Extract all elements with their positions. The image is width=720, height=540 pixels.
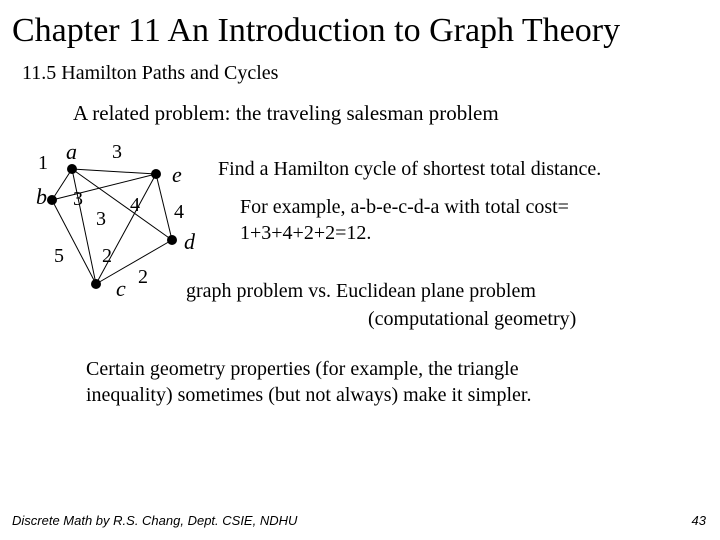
edge-weight-b-e: 4 — [130, 194, 140, 216]
vertex-label-a: a — [66, 139, 77, 164]
computational-geometry-text: (computational geometry) — [368, 308, 577, 330]
vertex-c — [91, 279, 101, 289]
edge-weight-a-c: 3 — [73, 188, 83, 210]
graph-vertex-labels — [36, 139, 196, 301]
edge-weight-a-d: 3 — [96, 208, 106, 230]
edge-weight-a-e: 3 — [112, 141, 122, 163]
edge-a-c — [72, 169, 96, 284]
geometry-line-1: Certain geometry properties (for example, the triangle — [86, 358, 519, 380]
geometry-line-2: inequality) sometimes (but not always) make it simpler. — [86, 384, 532, 406]
example-line-2: 1+3+4+2+2=12. — [240, 222, 372, 244]
edge-weight-e-d: 4 — [174, 201, 184, 223]
vertex-label-b: b — [36, 184, 47, 209]
edge-b-e — [52, 174, 156, 200]
edge-weight-a-b: 1 — [38, 152, 48, 174]
graph-vertices — [47, 164, 177, 289]
find-hamilton-text: Find a Hamilton cycle of shortest total distance. — [218, 158, 602, 180]
vertex-d — [167, 235, 177, 245]
edge-b-c — [52, 200, 96, 284]
geometry-properties-text — [86, 356, 531, 408]
example-text — [240, 194, 569, 246]
graph-vs-euclidean-text: graph problem vs. Euclidean plane problem — [186, 280, 536, 302]
edge-weight-b-c: 5 — [54, 245, 64, 267]
vertex-label-e: e — [172, 162, 182, 187]
edge-weight-c-e: 2 — [138, 266, 148, 288]
example-line-1: For example, a-b-e-c-d-a with total cost= — [240, 196, 569, 218]
graph-edges — [52, 169, 172, 284]
edge-a-e — [72, 169, 156, 174]
footer-credit: Discrete Math by R.S. Chang, Dept. CSIE, NDHU — [12, 513, 298, 528]
section-subtitle: 11.5 Hamilton Paths and Cycles — [22, 62, 279, 84]
vertex-b — [47, 195, 57, 205]
related-problem-heading: A related problem: the traveling salesman problem — [73, 101, 499, 125]
vertex-e — [151, 169, 161, 179]
page-title: Chapter 11 An Introduction to Graph Theory — [12, 12, 621, 49]
edge-weight-c-d: 2 — [102, 245, 112, 267]
page-number: 43 — [691, 513, 706, 528]
vertex-a — [67, 164, 77, 174]
vertex-label-c: c — [116, 276, 126, 301]
vertex-label-d: d — [184, 229, 195, 254]
